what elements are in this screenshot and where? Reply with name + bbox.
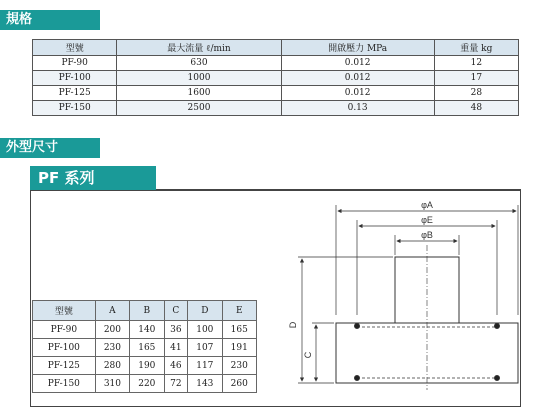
dimension-table: [32, 300, 257, 393]
table-cell: PF-150: [33, 375, 96, 393]
dim-e-label: φE: [421, 215, 433, 225]
table-cell: 46: [164, 357, 188, 375]
table-cell: 100: [188, 321, 222, 339]
series-title-text: PF 系列: [38, 169, 95, 187]
dim-a-label: φA: [421, 200, 433, 210]
table-cell: 117: [188, 357, 222, 375]
table-cell: 17: [434, 71, 518, 86]
table-cell: PF-150: [33, 101, 117, 116]
dim-header-cell: 型號: [33, 301, 96, 321]
table-cell: 41: [164, 339, 188, 357]
bolt-hole: [355, 376, 360, 381]
spec-header-cell: 型號: [33, 40, 117, 56]
spec-header-cell: 最大流量 ℓ/min: [117, 40, 281, 56]
dim-d-label: D: [288, 321, 298, 329]
table-cell: 72: [164, 375, 188, 393]
series-tab: [30, 166, 156, 190]
table-cell: 28: [434, 86, 518, 101]
table-cell: 310: [95, 375, 129, 393]
dimensions-section-title: [0, 138, 100, 158]
spec-table: [32, 39, 519, 116]
table-cell: 107: [188, 339, 222, 357]
dimensions-title-text: 外型尺寸: [6, 140, 59, 155]
table-cell: 140: [130, 321, 164, 339]
table-cell: 200: [95, 321, 129, 339]
table-cell: PF-90: [33, 321, 96, 339]
table-cell: 143: [188, 375, 222, 393]
spec-table-header: [33, 40, 519, 56]
bolt-hole: [355, 324, 360, 329]
table-cell: 191: [222, 339, 256, 357]
table-cell: 280: [95, 357, 129, 375]
table-cell: 0.012: [281, 71, 434, 86]
table-row: [33, 357, 257, 375]
table-cell: 230: [95, 339, 129, 357]
spec-header-cell: 重量 kg: [434, 40, 518, 56]
dim-header-cell: E: [222, 301, 256, 321]
table-row: [33, 71, 519, 86]
table-cell: 12: [434, 56, 518, 71]
dim-header-cell: A: [95, 301, 129, 321]
specs-section-title: [0, 10, 100, 30]
table-cell: PF-90: [33, 56, 117, 71]
table-cell: 2500: [117, 101, 281, 116]
dim-header-cell: D: [188, 301, 222, 321]
table-cell: 36: [164, 321, 188, 339]
table-cell: 48: [434, 101, 518, 116]
table-cell: 230: [222, 357, 256, 375]
table-cell: 165: [130, 339, 164, 357]
bolt-hole: [495, 324, 500, 329]
table-row: [33, 339, 257, 357]
specs-title-text: 規格: [6, 12, 33, 27]
dim-c-label: C: [303, 351, 313, 359]
dim-header-cell: B: [130, 301, 164, 321]
table-row: [33, 86, 519, 101]
table-cell: PF-125: [33, 86, 117, 101]
dim-table-header: [33, 301, 257, 321]
table-cell: 0.13: [281, 101, 434, 116]
table-row: [33, 321, 257, 339]
table-cell: 0.012: [281, 56, 434, 71]
dimension-diagram: [260, 195, 520, 403]
table-cell: PF-125: [33, 357, 96, 375]
table-row: [33, 375, 257, 393]
spec-header-cell: 開啟壓力 MPa: [281, 40, 434, 56]
table-cell: 1600: [117, 86, 281, 101]
table-row: [33, 56, 519, 71]
table-cell: 1000: [117, 71, 281, 86]
series-divider: [156, 189, 521, 190]
table-cell: 165: [222, 321, 256, 339]
table-cell: 220: [130, 375, 164, 393]
dim-b-label: φB: [421, 230, 433, 240]
table-row: [33, 101, 519, 116]
table-cell: PF-100: [33, 71, 117, 86]
table-cell: PF-100: [33, 339, 96, 357]
table-cell: 190: [130, 357, 164, 375]
table-cell: 0.012: [281, 86, 434, 101]
table-cell: 260: [222, 375, 256, 393]
table-cell: 630: [117, 56, 281, 71]
bolt-hole: [495, 376, 500, 381]
dim-header-cell: C: [164, 301, 188, 321]
